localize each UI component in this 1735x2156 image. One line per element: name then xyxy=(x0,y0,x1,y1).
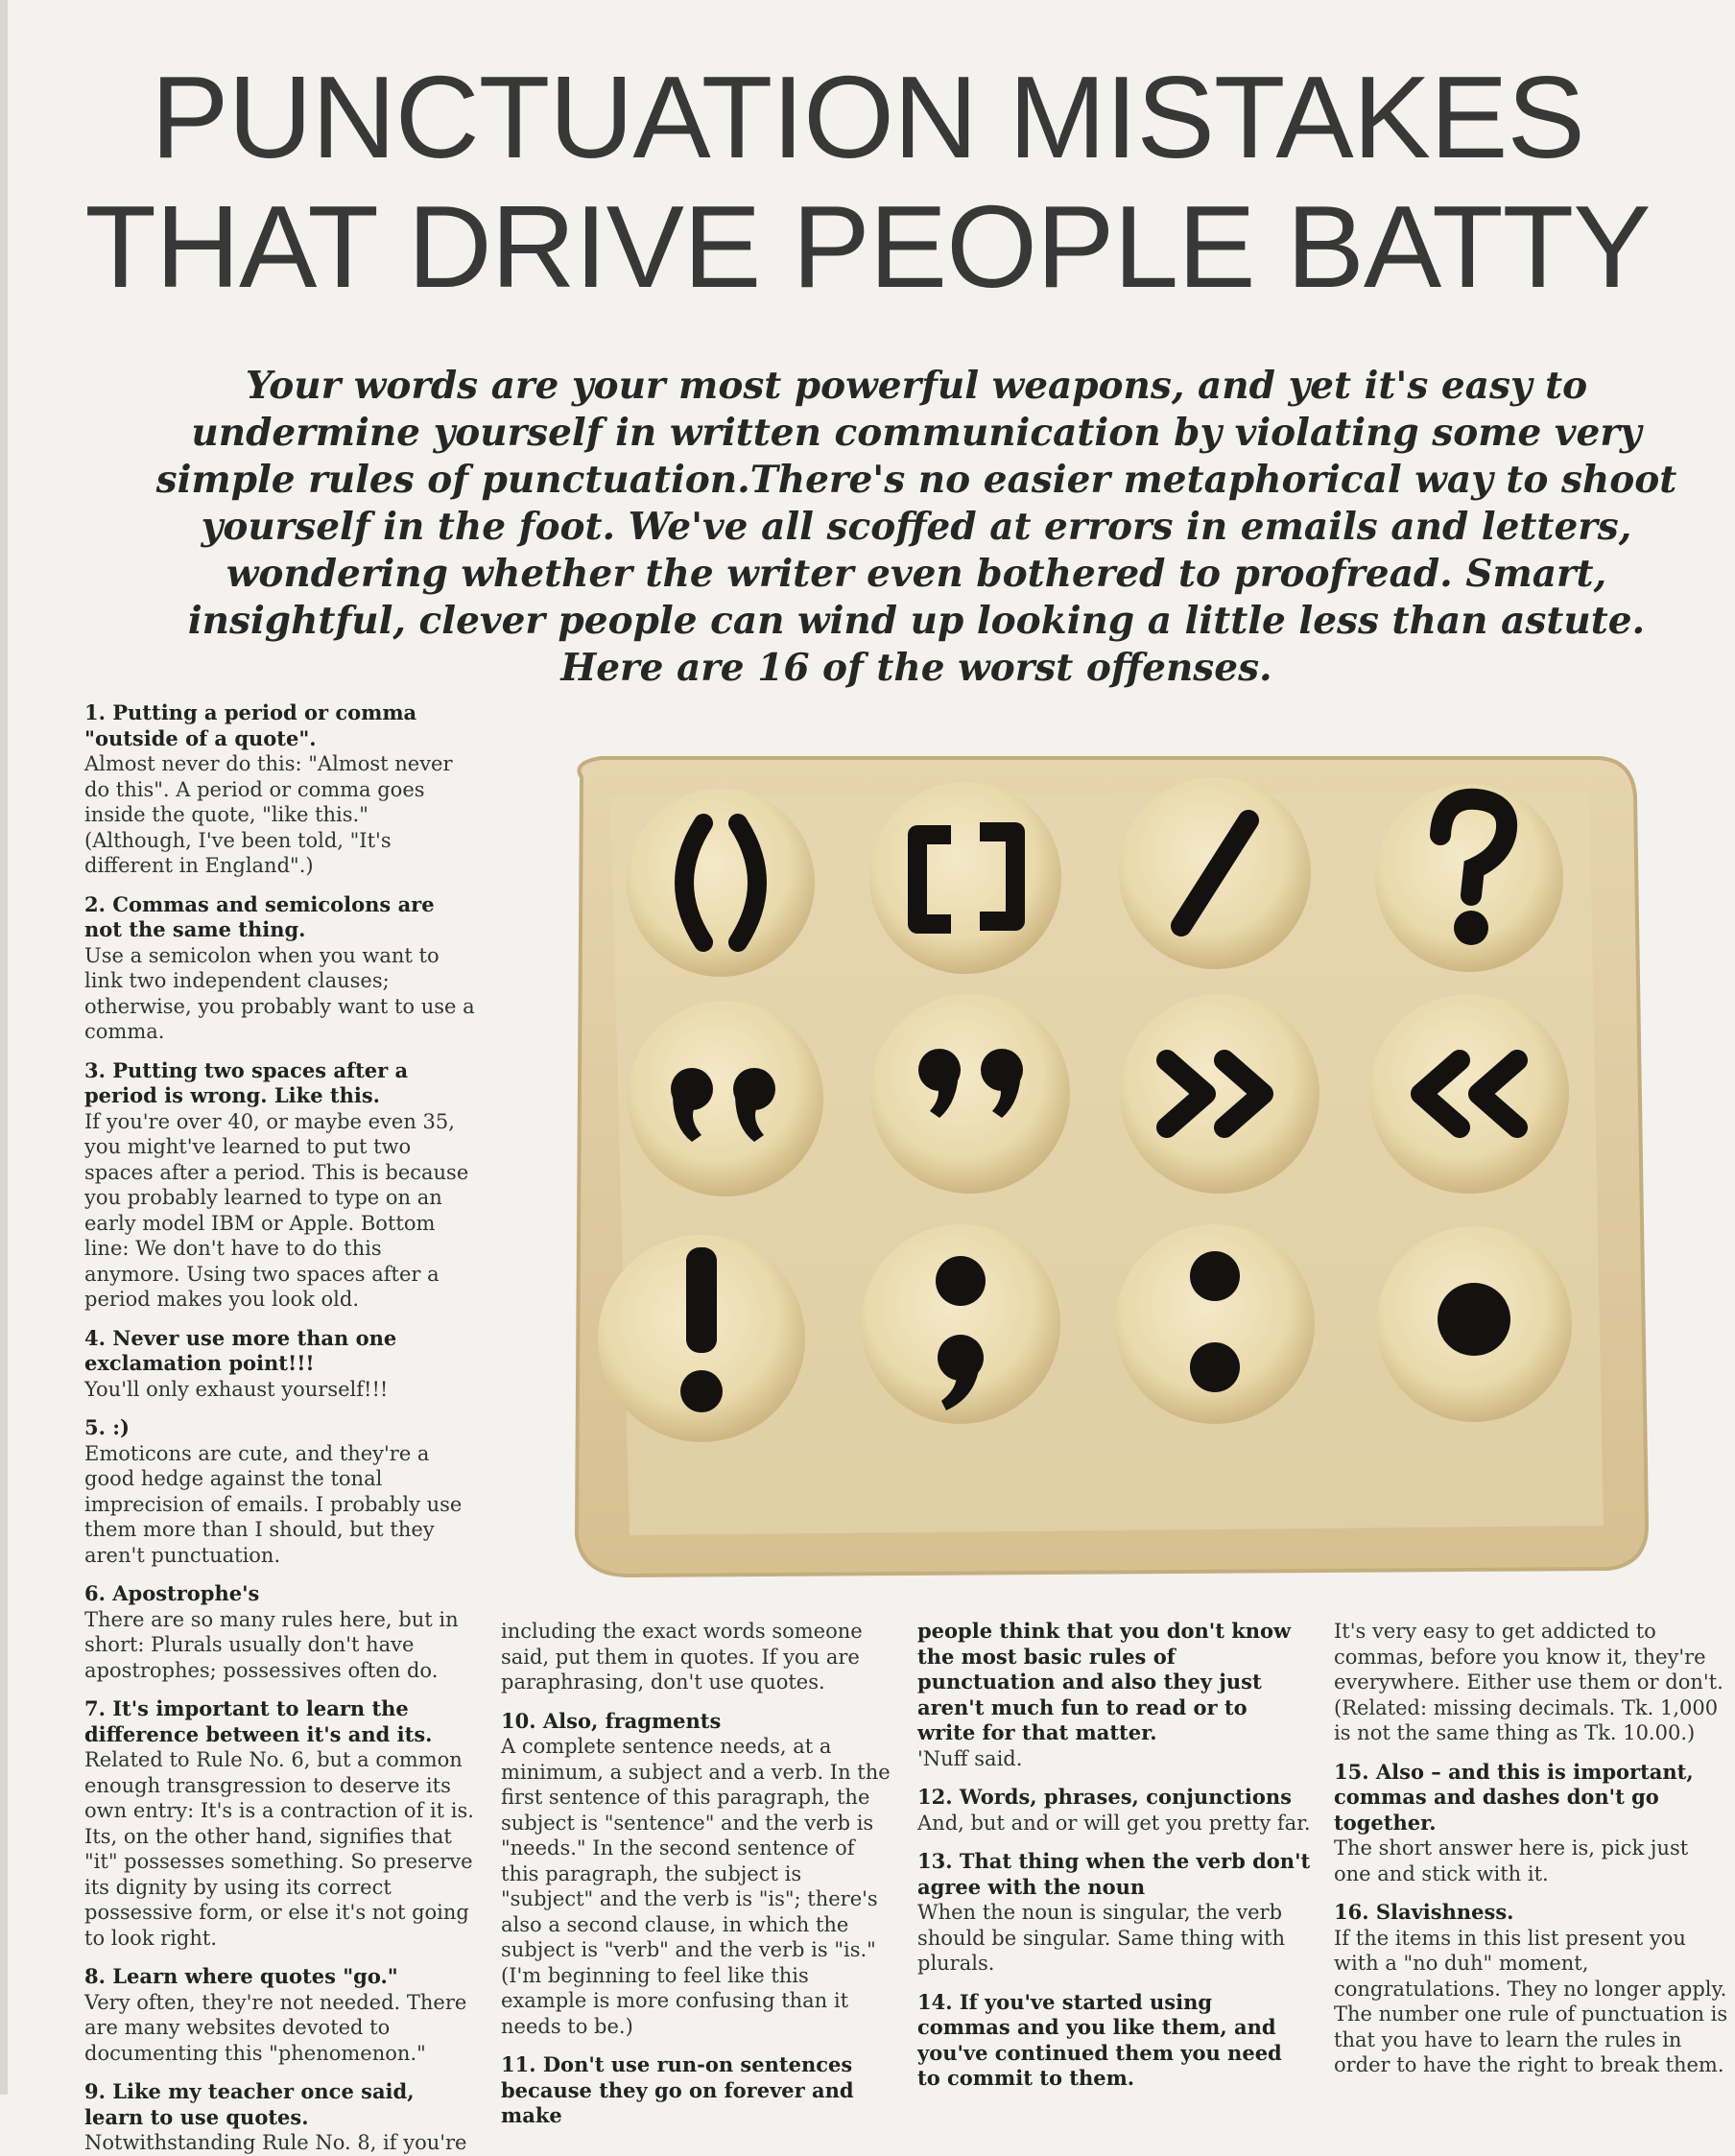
item-body: Emoticons are cute, and they're a good hedge against the tonal imprecision of emails. I probably use them more than I should, but they aren't punctuation. xyxy=(84,1441,463,1567)
list-item xyxy=(501,2052,894,2129)
item-title: 9. Like my teacher once said, learn to use quotes. xyxy=(84,2079,415,2129)
cupcake-close-quote xyxy=(870,994,1070,1194)
list-item xyxy=(84,700,478,879)
page-edge xyxy=(0,0,8,2095)
item-title: 16. Slavishness. xyxy=(1334,1900,1514,1924)
intro-paragraph: Your words are your most powerful weapons, and yet it's easy to undermine yourself in written communication by violating some very simple rules of punctuation.There's no easier metaphorical way to shoot yourself in the foot. We've all scoffed at errors in emails and letters, wondering whether the writer even bothered to proofread. Smart, insightful, clever people can wind up looking a little less than astute. Here are 16 of the worst offenses. xyxy=(155,364,1677,690)
list-item xyxy=(84,1964,478,2066)
item-title: 10. Also, fragments xyxy=(501,1708,722,1733)
title-line-2: THAT DRIVE PEOPLE BATTY xyxy=(84,181,1651,312)
item-title: 7. It's important to learn the difference between it's and its. xyxy=(84,1696,433,1746)
item-title: 4. Never use more than one exclamation point!!! xyxy=(84,1325,397,1375)
item-title: 14. If you've started using commas and you like them, and you've continued them you need to commit to them. xyxy=(917,1989,1282,2090)
list-item xyxy=(84,1581,478,1683)
cupcake-brackets xyxy=(869,782,1061,974)
item-body: Very often, they're not needed. There are many websites devoted to documenting this "phenomenon." xyxy=(84,1990,467,2065)
item-body: Notwithstanding Rule No. 8, if you're xyxy=(84,2131,467,2154)
cupcake-colon xyxy=(1115,1224,1315,1424)
item-body: And, but and or will get you pretty far. xyxy=(917,1811,1311,1835)
page-title xyxy=(0,53,1735,312)
cupcake-parentheses xyxy=(627,789,815,977)
list-item xyxy=(1334,1619,1729,1746)
item-body: Use a semicolon when you want to link two independent clauses; otherwise, you probably want to use a comma. xyxy=(84,943,475,1043)
item-body: If the items in this list present you with a "no duh" moment, congratulations. They no longer apply. The number one rule of punctuation is that you have to learn the rules in order to have the right to break them. xyxy=(1334,1926,1728,2076)
item-title: 5. :) xyxy=(84,1415,130,1439)
title-line-1: PUNCTUATION MISTAKES xyxy=(151,52,1584,182)
item-body: There are so many rules here, but in short: Plurals usually don't have apostrophes; possessives often do. xyxy=(84,1607,459,1682)
item-title: 12. Words, phrases, conjunctions xyxy=(917,1785,1292,1809)
item-title: 13. That thing when the verb don't agree with the noun xyxy=(917,1849,1311,1899)
column-4 xyxy=(1334,1619,1729,2089)
item-body: 'Nuff said. xyxy=(917,1746,1023,1770)
cupcake-photo xyxy=(543,739,1656,1583)
item-body: It's very easy to get addicted to commas, before you know it, they're everywhere. Either use them or don't. (Related: missing decimals. Tk. 1,000 is not the same thing as Tk. 10.00.) xyxy=(1334,1620,1723,1744)
item-body: A complete sentence needs, at a minimum, a subject and a verb. In the first sentence of this paragraph, the subject is "sentence" and the verb is "needs." In the second sentence of this paragraph, the subject is "subject" and the verb is "is"; there's also a second clause, in which the subject is "verb" and the verb is "is." (I'm beginning to feel like this example is more confusing than it needs to be.) xyxy=(501,1735,891,2038)
item-title: people think that you don't know the most basic rules of punctuation and also they just aren't much fun to read or to write for that matter. xyxy=(917,1619,1292,1744)
item-title: 8. Learn where quotes "go." xyxy=(84,1964,398,1988)
list-item xyxy=(84,1696,478,1951)
list-item xyxy=(84,892,478,1045)
list-item xyxy=(501,1619,894,1695)
list-item xyxy=(1334,1760,1729,1887)
cupcake-left-guillemet xyxy=(1369,994,1569,1194)
list-item xyxy=(84,1415,478,1568)
cupcake-slash xyxy=(1119,777,1311,969)
list-item xyxy=(84,1326,478,1403)
item-body: Almost never do this: "Almost never do this". A period or comma goes inside the quote, "like this." (Although, I've been told, "It's different in England".) xyxy=(84,752,453,877)
list-item xyxy=(1334,1900,1729,2078)
item-title: 11. Don't use run-on sentences because they go on forever and make xyxy=(501,2052,854,2127)
item-body: When the noun is singular, the verb should be singular. Same thing with plurals. xyxy=(917,1901,1286,1975)
column-1 xyxy=(84,700,478,2154)
item-title: 15. Also – and this is important, commas and dashes don't go together. xyxy=(1334,1759,1694,1835)
list-item xyxy=(917,1619,1311,1771)
cupcake-exclamation xyxy=(598,1235,805,1442)
exclamation-icon xyxy=(680,1247,723,1412)
period-icon xyxy=(1438,1283,1510,1356)
item-body: You'll only exhaust yourself!!! xyxy=(84,1377,389,1401)
item-title: 1. Putting a period or comma "outside of a quote". xyxy=(84,700,417,750)
column-3 xyxy=(917,1619,1311,2089)
list-item xyxy=(84,2079,478,2156)
cupcake-semicolon xyxy=(861,1224,1060,1424)
item-title: 3. Putting two spaces after a period is wrong. Like this. xyxy=(84,1057,409,1107)
item-body: Related to Rule No. 6, but a common enough transgression to deserve its own entry: It's is a contraction of it is. Its, on the other hand, signifies that "it" possesses something. So preserve its dignity by using its correct possessive form, or else it's not going to look right. xyxy=(84,1748,474,1950)
list-item xyxy=(917,1849,1311,1977)
item-title: 2. Commas and semicolons are not the same thing. xyxy=(84,891,435,941)
cupcake-period xyxy=(1376,1226,1572,1422)
item-body: including the exact words someone said, put them in quotes. If you are paraphrasing, don't use quotes. xyxy=(501,1620,863,1694)
item-body: The short answer here is, pick just one and stick with it. xyxy=(1334,1836,1689,1885)
item-body: If you're over 40, or maybe even 35, you might've learned to put two spaces after a period. This is because you probably learned to type on an early model IBM or Apple. Bottom line: We don't have to do this anymore. Using two spaces after a period makes you look old. xyxy=(84,1109,469,1311)
cupcake-question xyxy=(1375,784,1563,972)
item-title: 6. Apostrophe's xyxy=(84,1581,260,1605)
list-item xyxy=(501,1709,894,2040)
cupcake-open-quote xyxy=(628,1001,823,1196)
cupcake-right-guillemet xyxy=(1120,994,1319,1194)
list-item xyxy=(84,1058,478,1313)
column-2 xyxy=(501,1619,894,2127)
list-item xyxy=(917,1785,1311,1836)
list-item xyxy=(917,1990,1311,2092)
